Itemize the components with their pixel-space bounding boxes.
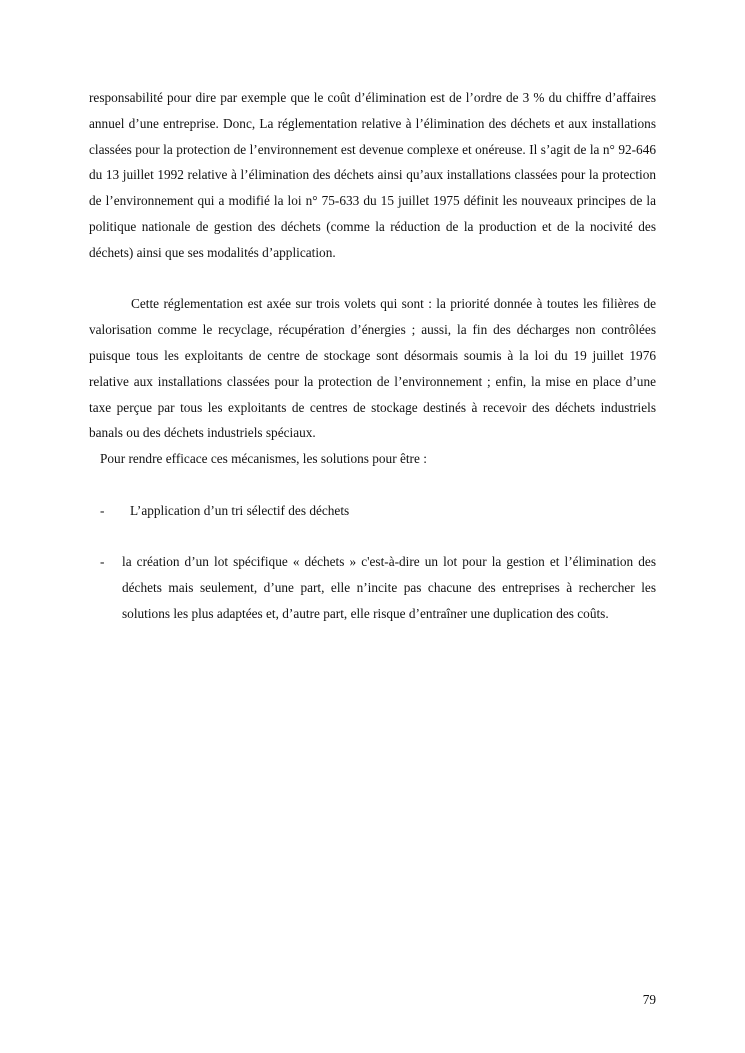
solutions-lead-sentence: Pour rendre efficace ces mécanismes, les solutions pour être : [100, 451, 427, 467]
page-number: 79 [642, 992, 656, 1007]
document-page [89, 85, 656, 627]
bullet-item-selective-sorting [89, 498, 656, 524]
bullet-dash-marker: - [100, 502, 105, 518]
bullet-text: la création d’un lot spécifique « déchets » c'est-à-dire un lot pour la gestion et l’élimination des déchets mais seulement, d’une part, elle n’incite pas chacune des entreprises à rechercher les solutions les plus adaptées et, d’autre part, elle risque d’entraîner une duplication des coûts. [122, 554, 656, 621]
bullet-item-waste-lot [89, 549, 656, 626]
paragraph-regulation-components: Cette réglementation est axée sur trois volets qui sont : la priorité donnée à toutes les filières de valorisation comme le recyclage, récupération d’énergies ; aussi, la fin des décharges non contrôlées puisque tous les exploitants de centre de stockage sont désormais soumis à la loi du 19 juillet 1976 relative aux installations classées pour la protection de l’environnement ; enfin, la mise en place d’une taxe perçue par tous les exploitants de centres de stockage destinés à recevoir des déchets industriels banals ou des déchets industriels spéciaux. [89, 296, 656, 441]
bullet-dash-marker: - [100, 554, 105, 570]
bullet-text: L’application d’un tri sélectif des déchets [130, 502, 350, 518]
paragraph-regulation-intro: responsabilité pour dire par exemple que le coût d’élimination est de l’ordre de 3 % du chiffre d’affaires annuel d’une entreprise. Donc, La réglementation relative à l’élimination des déchets et aux installations classées pour la protection de l’environnement est devenue complexe et onéreuse. Il s’agit de la n° 92-646 du 13 juillet 1992 relative à l’élimination des déchets ainsi qu’aux installations classées pour la protection de l’environnement qui a modifié la loi n° 75-633 du 15 juillet 1975 définit les nouveaux principes de la politique nationale de gestion des déchets (comme la réduction de la production et de la nocivité des déchets) ainsi que ses modalités d’application. [89, 90, 656, 260]
